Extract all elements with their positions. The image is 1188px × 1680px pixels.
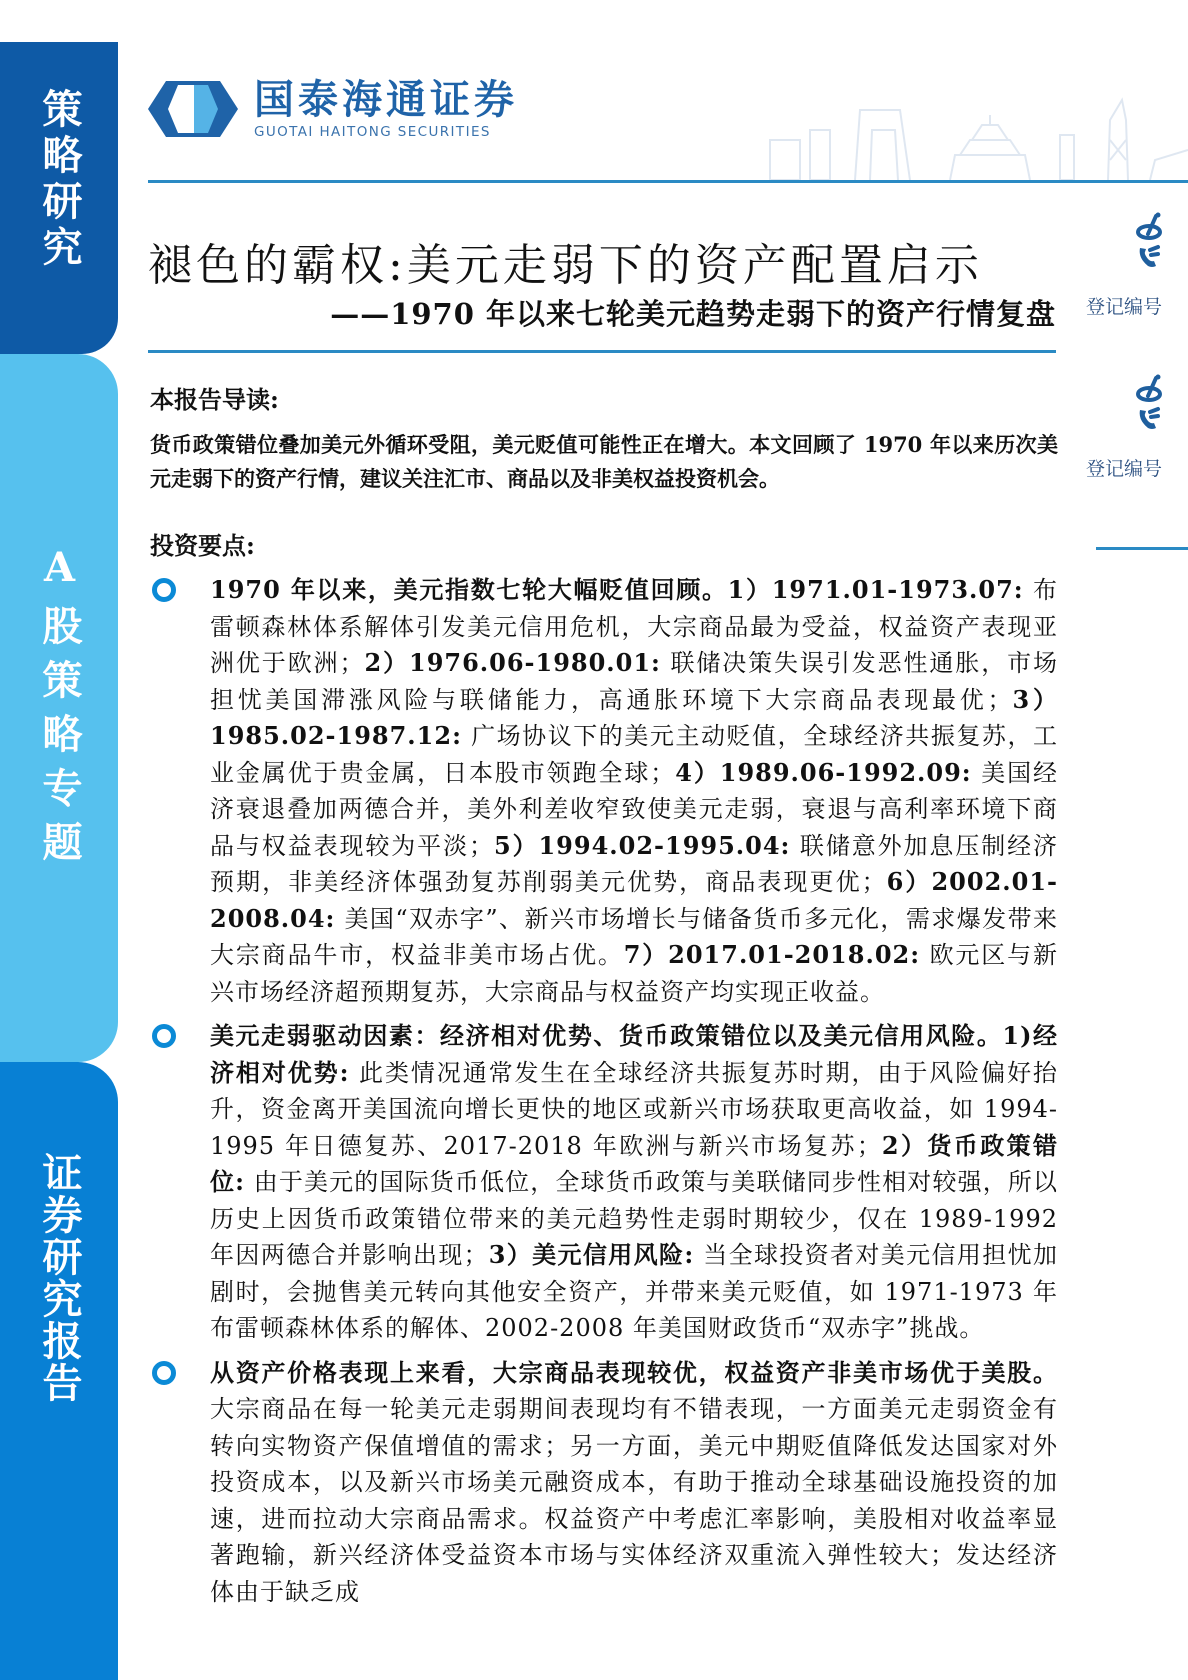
bold-lead-text: 3）美元信用风险:: [488, 1240, 695, 1269]
analyst-contact-1: [1086, 212, 1166, 318]
body-text: 美国经济衰退叠加两德合并，美外利差收窄致使美元走弱，衰退与高利率环境下商品与权益表现较为平淡；: [210, 758, 1058, 860]
sidebar-tab-label: A股策略专题: [36, 544, 83, 875]
investment-point-text: [210, 1355, 1058, 1611]
bullet-ring-icon: [152, 1361, 176, 1385]
body-text: 布雷顿森林体系解体引发美元信用危机，大宗商品最为受益，权益资产表现亚洲优于欧洲；: [210, 576, 1058, 677]
phone-icon[interactable]: [1136, 244, 1162, 270]
body-text: 欧元区与新兴市场经济超预期复苏，大宗商品与权益资产均实现正收益。: [210, 941, 1058, 1006]
title-divider: [148, 350, 1056, 353]
report-subtitle: ——1970 年以来七轮美元趋势走弱下的资产行情复盘: [330, 297, 1056, 331]
body-text: 广场协议下的美元主动贬值，全球经济共振复苏，工业金属优于贵金属，日本股市领跑全球；: [210, 722, 1058, 787]
body-text: 联储意外加息压制经济预期，非美经济体强劲复苏削弱美元优势，商品表现更优；: [210, 831, 1059, 896]
investment-point-text: [210, 572, 1058, 1010]
body-text: 大宗商品在每一轮美元走弱期间表现均有不错表现，一方面美元走弱资金有转向实物资产保值增值的需求；另一方面，美元中期贬值降低发达国家对外投资成本，以及新兴市场美元融资成本，有助于推动全球基础设施投资的加速，进而拉动大宗商品需求。权益资产中考虑汇率影响，美股相对收益率显著跑输，新兴经济体受益资本市场与实体经济双重流入弹性较大；发达经济体由于缺乏成: [210, 1395, 1058, 1606]
guide-heading: 本报告导读:: [150, 385, 279, 414]
sidebar-tab-label: 证券研究报告: [36, 1152, 83, 1404]
sidebar-tab-a-share-strategy: [0, 354, 118, 1062]
sidebar-tab-securities-report: [0, 1062, 118, 1680]
logo-chinese-name: 国泰海通证券: [254, 77, 518, 123]
sidebar-tab-strategy-research: [0, 42, 118, 354]
header-divider: [148, 180, 1188, 183]
email-icon[interactable]: [1136, 374, 1166, 402]
bold-lead-text: 7）2017.01-2018.02:: [623, 940, 921, 969]
body-text: 由于美元的国际货币低位，全球货币政策与美联储同步性相对较强，所以历史上因货币政策错位带来的美元趋势性走弱时期较少，仅在 1989-1992 年因两德合并影响出现；: [210, 1168, 1058, 1269]
guide-summary: 货币政策错位叠加美元外循环受阻，美元贬值可能性正在增大。本文回顾了 1970 年以来历次美元走弱下的资产行情，建议关注汇市、商品以及非美权益投资机会。: [150, 432, 1058, 491]
phone-icon[interactable]: [1136, 406, 1162, 432]
logo-mark-icon: [148, 79, 238, 139]
bold-lead-text: 1970 年以来，美元指数七轮大幅贬值回顾。1）1971.01-1973.07:: [210, 575, 1024, 604]
investment-point: [150, 1018, 1058, 1347]
bold-lead-text: 从资产价格表现上来看，大宗商品表现较优，权益资产非美市场优于美股。: [210, 1357, 1058, 1387]
investment-points-list: [150, 572, 1058, 1618]
body-text: 美国“双赤字”、新兴市场增长与储备货币多元化，需求爆发带来大宗商品牛市，权益非美市场占优。: [210, 904, 1058, 969]
city-skyline-decoration: [760, 80, 1188, 180]
bold-lead-text: 4）1989.06-1992.09:: [675, 757, 972, 787]
bullet-ring-icon: [152, 1024, 176, 1048]
bold-lead-text: 5）1994.02-1995.04:: [493, 830, 791, 860]
body-text: 当全球投资者对美元信用担忧加剧时，会抛售美元转向其他安全资产，并带来美元贬值，如 1971-1973 年布雷顿森林体系的解体、2002-2008 年美国财政货币“双赤字”挑战。: [210, 1241, 1058, 1342]
bold-lead-text: 2）1976.06-1980.01:: [364, 648, 661, 677]
bold-lead-text: 2）货币政策错位:: [210, 1130, 1058, 1196]
logo-english-name: GUOTAI HAITONG SECURITIES: [254, 124, 491, 140]
sidebar-tab-label: 策略研究: [36, 88, 83, 272]
body-text: 此类情况通常发生在全球经济共振复苏时期，由于风险偏好抬升，资金离开美国流向增长更快的地区或新兴市场获取更高收益，如 1994-1995 年日德复苏、2017-2018 年欧洲与新兴市场复苏；: [210, 1058, 1058, 1160]
investment-point: [150, 1355, 1058, 1611]
analyst-contact-2: [1086, 374, 1166, 480]
registration-number-label: 登记编号: [1086, 458, 1163, 480]
bullet-ring-icon: [152, 578, 176, 602]
investment-points-heading: 投资要点:: [150, 531, 255, 560]
right-column-divider: [1096, 547, 1188, 550]
investment-point-text: [210, 1018, 1058, 1347]
email-icon[interactable]: [1136, 212, 1166, 240]
investment-point: [150, 572, 1058, 1010]
report-title: 褪色的霸权:美元走弱下的资产配置启示: [148, 240, 983, 292]
bold-lead-text: 3）1985.02-1987.12:: [210, 684, 1058, 750]
bold-lead-text: 6）2002.01-2008.04:: [210, 867, 1058, 933]
registration-number-label: 登记编号: [1086, 296, 1163, 318]
bold-lead-text: 美元走弱驱动因素：经济相对优势、货币政策错位以及美元信用风险。1)经济相对优势:: [210, 1021, 1058, 1087]
company-logo: [148, 78, 518, 140]
body-text: 联储决策失误引发恶性通胀，市场担忧美国滞涨风险与联储能力，高通胀环境下大宗商品表现最优；: [210, 649, 1059, 714]
